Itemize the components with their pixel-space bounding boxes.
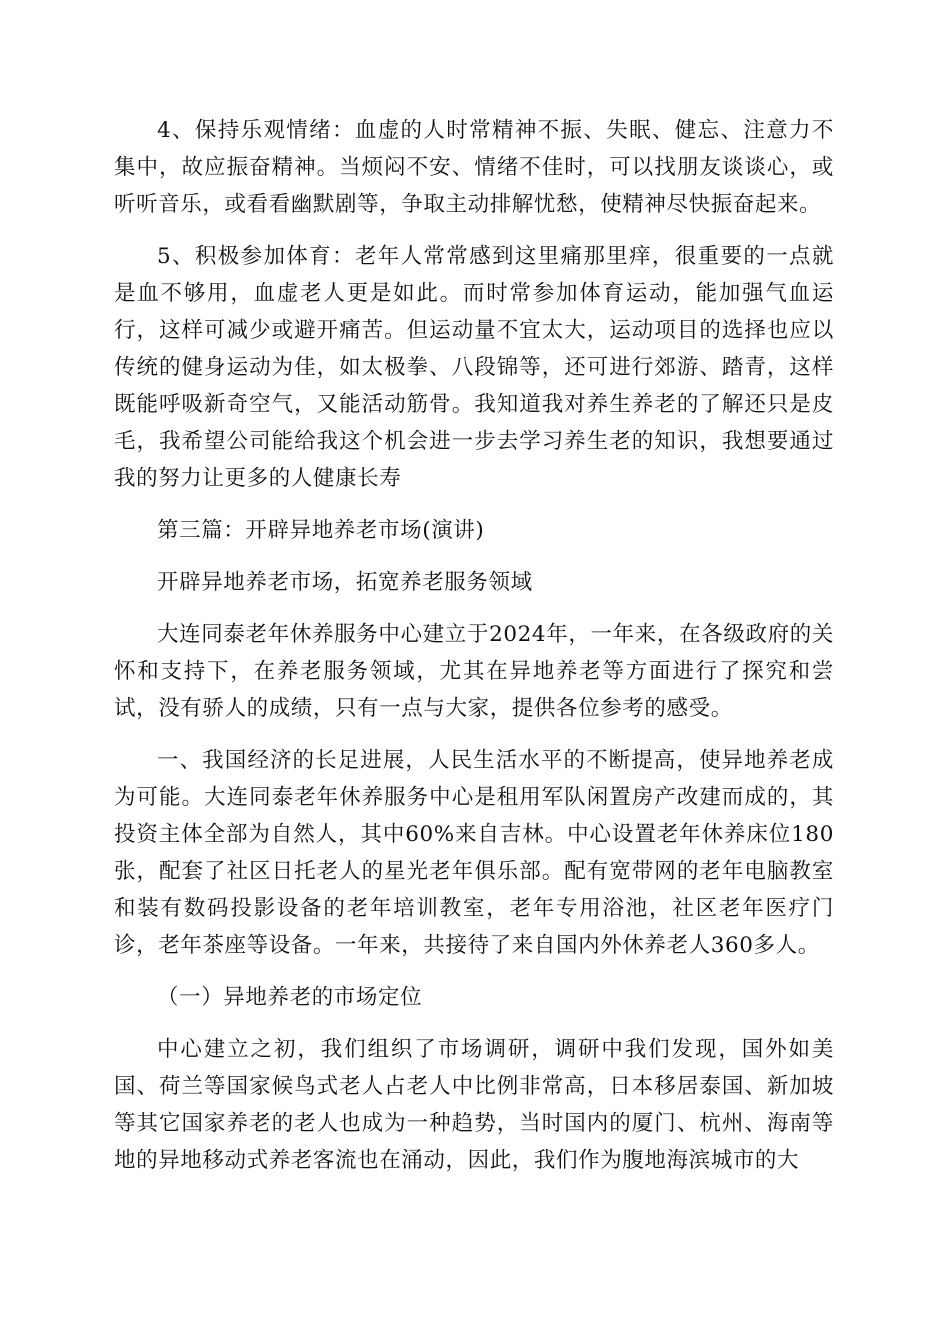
section-heading: 第三篇：开辟异地养老市场(演讲) bbox=[157, 518, 485, 543]
paragraph-physical-exercise: 5、积极参加体育：老年人常常感到这里痛那里痒，很重要的一点就是血不够用，血虚老人更是如此。而时常参加体育运动，能加强气血运行，这样可减少或避开痛苦。但运动量不宜太大，运动项目的选择也应以传统的健身运动为佳，如太极拳、八段锦等，还可进行郊游、踏青，这样既能呼吸新奇空气，又能活动筋骨。我知道我对养生养老的了解还只是皮毛，我希望公司能给我这个机会进一步去学习养生老的知识，我想要通过我的努力让更多的人健康长寿 bbox=[114, 244, 834, 491]
paragraph-point-one: 一、我国经济的长足进展，人民生活水平的不断提高，使异地养老成为可能。大连同泰老年休养服务中心是租用军队闲置房产改建而成的，其投资主体全部为自然人，其中60%来自吉林。中心设置老年休养床位180张，配套了社区日托老人的星光老年俱乐部。配有宽带网的老年电脑教室和装有数码投影设备的老年培训教室，老年专用浴池，社区老年医疗门诊，老年茶座等设备。一年来，共接待了来自国内外休养老人360多人。 bbox=[114, 748, 834, 958]
subheading-market-positioning: （一）异地养老的市场定位 bbox=[157, 985, 423, 1010]
speech-title: 开辟异地养老市场，拓宽养老服务领域 bbox=[157, 570, 533, 595]
paragraph-market-research: 中心建立之初，我们组织了市场调研，调研中我们发现，国外如美国、荷兰等国家候鸟式老人占老人中比例非常高，日本移居泰国、新加坡等其它国家养老的老人也成为一种趋势，当时国内的厦门、杭州、海南等地的异地移动式养老客流也在涌动，因此，我们作为腹地海滨城市的大 bbox=[114, 1037, 834, 1173]
paragraph-center-intro: 大连同泰老年休养服务中心建立于2024年，一年来，在各级政府的关怀和支持下，在养老服务领域，尤其在异地养老等方面进行了探究和尝试，没有骄人的成绩，只有一点与大家，提供各位参考的感受。 bbox=[114, 622, 834, 721]
paragraph-keep-optimistic: 4、保持乐观情绪：血虚的人时常精神不振、失眠、健忘、注意力不集中，故应振奋精神。当烦闷不安、情绪不佳时，可以找朋友谈谈心，或听听音乐，或看看幽默剧等，争取主动排解忧愁，使精神尽快振奋起来。 bbox=[114, 118, 834, 217]
document-body bbox=[114, 112, 834, 1179]
